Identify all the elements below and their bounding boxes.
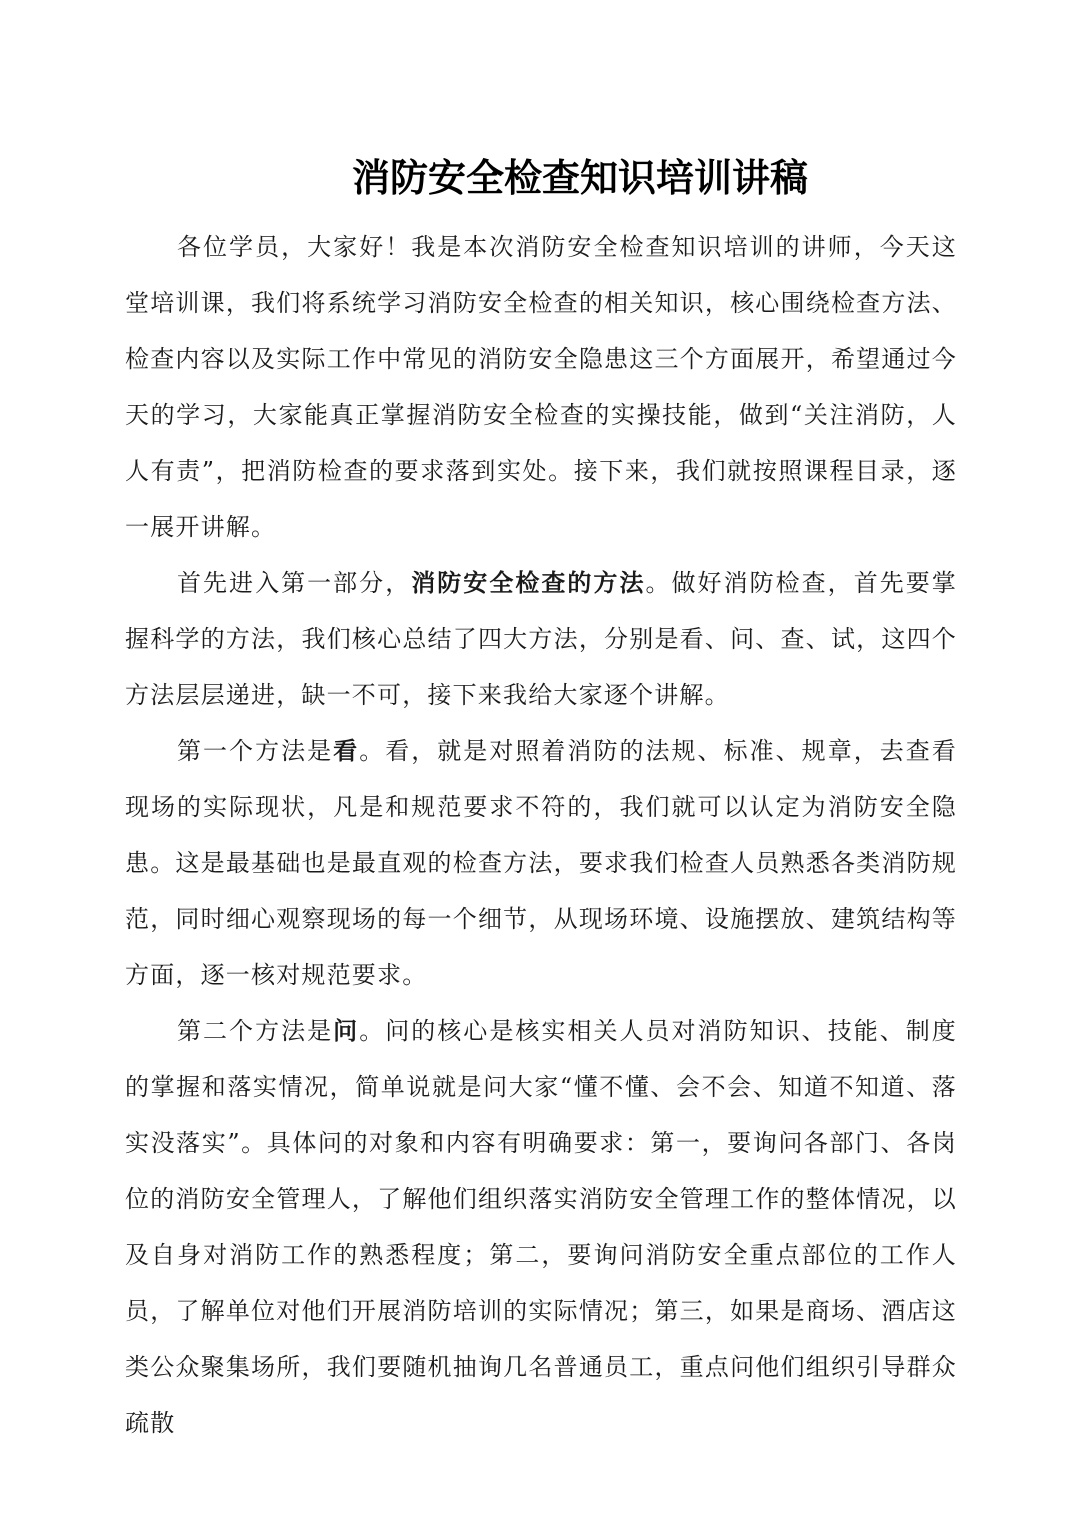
paragraph-text: 第一个方法是 bbox=[177, 737, 334, 765]
paragraph-text: 。做好消防检查，首先要掌握科学的方法，我们核心总结了四大方法，分别是看、问、查、试，这四个方法层层递进，缺一不可，接下来我给大家逐个讲解。 bbox=[125, 569, 957, 709]
emphasis-text: 问 bbox=[333, 1016, 360, 1045]
paragraph-text: 第二个方法是 bbox=[177, 1017, 334, 1045]
paragraph-text: 各位学员，大家好！我是本次消防安全检查知识培训的讲师，今天这堂培训课，我们将系统学习消防安全检查的相关知识，核心围绕检查方法、检查内容以及实际工作中常见的消防安全隐患这三个方面展开，希望通过今天的学习，大家能真正掌握消防安全检查的实操技能，做到“关注消防，人人有责”，把消防检查的要求落到实处。接下来，我们就按照课程目录，逐一展开讲解。 bbox=[125, 233, 957, 541]
paragraph-method-look bbox=[125, 723, 957, 1003]
document-body bbox=[125, 219, 957, 1451]
paragraph-intro bbox=[125, 219, 957, 555]
paragraph-text: 首先进入第一部分， bbox=[177, 569, 412, 597]
emphasis-text: 消防安全检查的方法 bbox=[411, 568, 646, 597]
paragraph-text: 。问的核心是核实相关人员对消防知识、技能、制度的掌握和落实情况，简单说就是问大家“懂不懂、会不会、知道不知道、落实没落实”。具体问的对象和内容有明确要求：第一，要询问各部门、各岗位的消防安全管理人，了解他们组织落实消防安全管理工作的整体情况，以及自身对消防工作的熟悉程度；第二，要询问消防安全重点部位的工作人员，了解单位对他们开展消防培训的实际情况；第三，如果是商场、酒店这类公众聚集场所，我们要随机抽询几名普通员工，重点问他们组织引导群众疏散 bbox=[125, 1017, 957, 1437]
paragraph-methods bbox=[125, 555, 957, 723]
paragraph-method-ask bbox=[125, 1003, 957, 1451]
document-title: 消防安全检查知识培训讲稿 bbox=[351, 156, 808, 200]
paragraph-text: 。看，就是对照着消防的法规、标准、规章，去查看现场的实际现状，凡是和规范要求不符的，我们就可以认定为消防安全隐患。这是最基础也是最直观的检查方法，要求我们检查人员熟悉各类消防规范，同时细心观察现场的每一个细节，从现场环境、设施摆放、建筑结构等方面，逐一核对规范要求。 bbox=[125, 737, 957, 989]
emphasis-text: 看 bbox=[333, 736, 360, 765]
